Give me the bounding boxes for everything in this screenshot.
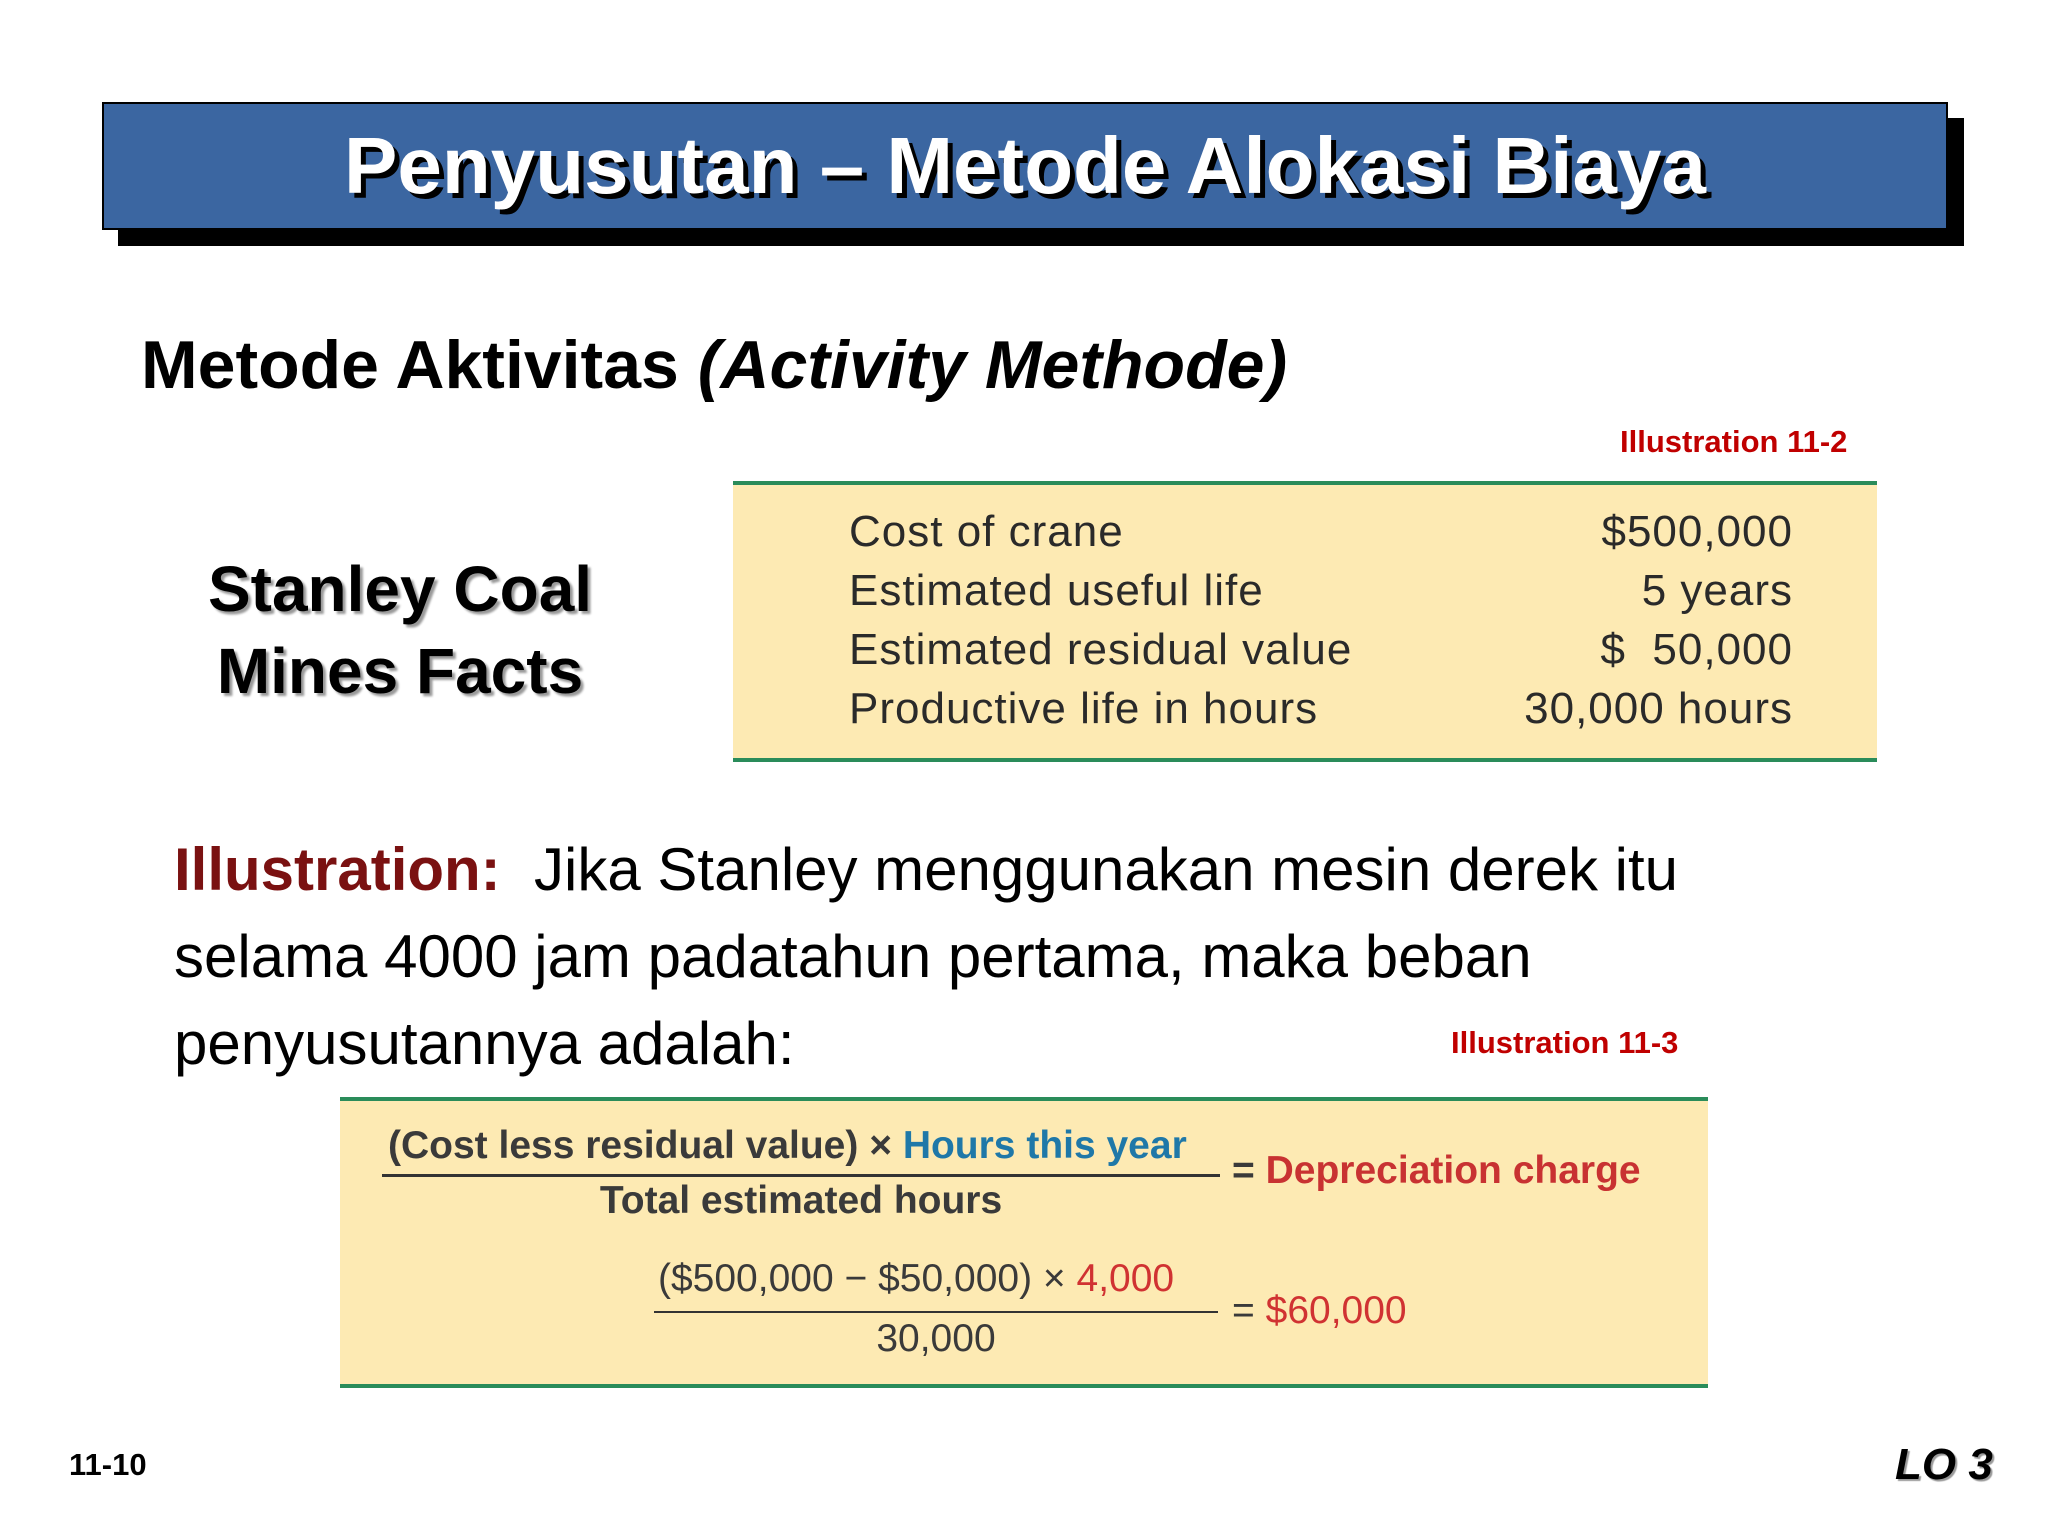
- facts-label: Estimated residual value: [849, 625, 1353, 674]
- formula-applied-denominator: 30,000: [876, 1317, 996, 1360]
- formula-general-equals: =: [1232, 1149, 1255, 1192]
- facts-label: Cost of crane: [849, 507, 1124, 556]
- paragraph-lead: Illustration:: [174, 836, 501, 903]
- illustration-label-formula: Illustration 11-3: [1451, 1025, 1679, 1060]
- formula-applied-result: [1232, 1289, 1407, 1333]
- facts-label: Estimated useful life: [849, 566, 1264, 615]
- paragraph-text: Jika Stanley menggunakan mesin derek itu selama 4000 jam padatahun pertama, maka beban penyusutannya adalah:: [174, 836, 1678, 1077]
- formula-applied-numerator: [658, 1257, 1174, 1301]
- formula-general-result-label: Depreciation charge: [1265, 1149, 1641, 1192]
- formula-applied-result-value: $60,000: [1265, 1289, 1407, 1332]
- title-banner: [102, 102, 1948, 230]
- facts-value: 5 years: [1641, 566, 1793, 615]
- facts-row: [849, 684, 1793, 742]
- formula-general-fraction-bar: [382, 1174, 1220, 1177]
- formula-general-numerator: [388, 1124, 1187, 1168]
- company-heading-line1: Stanley Coal: [207, 553, 593, 625]
- formula-general-result: [1232, 1149, 1641, 1193]
- company-facts-heading: [150, 548, 650, 712]
- formula-applied-equals: =: [1232, 1289, 1255, 1332]
- facts-value: $ 50,000: [1600, 625, 1793, 674]
- formula-box: [340, 1097, 1708, 1388]
- learning-objective-label: LO 3: [1895, 1440, 1993, 1489]
- section-heading-italic: (Activity Methode): [697, 327, 1288, 403]
- facts-label: Productive life in hours: [849, 684, 1319, 733]
- section-heading: [141, 326, 1287, 404]
- facts-table: [733, 481, 1877, 762]
- facts-row: [849, 625, 1793, 683]
- formula-applied-times: ×: [1042, 1257, 1066, 1300]
- formula-general-num-part1: (Cost less residual value): [388, 1124, 859, 1167]
- section-heading-main: Metode Aktivitas: [141, 327, 679, 403]
- page-title: Penyusutan – Metode Alokasi Biaya: [344, 121, 1706, 210]
- formula-applied-num-part1: ($500,000 − $50,000): [658, 1257, 1033, 1300]
- formula-general-num-part2: Hours this year: [902, 1124, 1187, 1167]
- facts-row: [849, 507, 1793, 565]
- facts-row: [849, 566, 1793, 624]
- company-heading-line2: Mines Facts: [216, 635, 584, 707]
- facts-value: 30,000 hours: [1524, 684, 1793, 733]
- formula-general-times: ×: [869, 1124, 892, 1167]
- slide-number: 11-10: [69, 1447, 147, 1482]
- formula-general-denominator: Total estimated hours: [599, 1179, 1003, 1222]
- facts-value: $500,000: [1601, 507, 1793, 556]
- formula-applied-num-part2: 4,000: [1076, 1257, 1175, 1300]
- illustration-label-facts: Illustration 11-2: [1620, 424, 1848, 459]
- formula-applied-fraction-bar: [654, 1311, 1218, 1313]
